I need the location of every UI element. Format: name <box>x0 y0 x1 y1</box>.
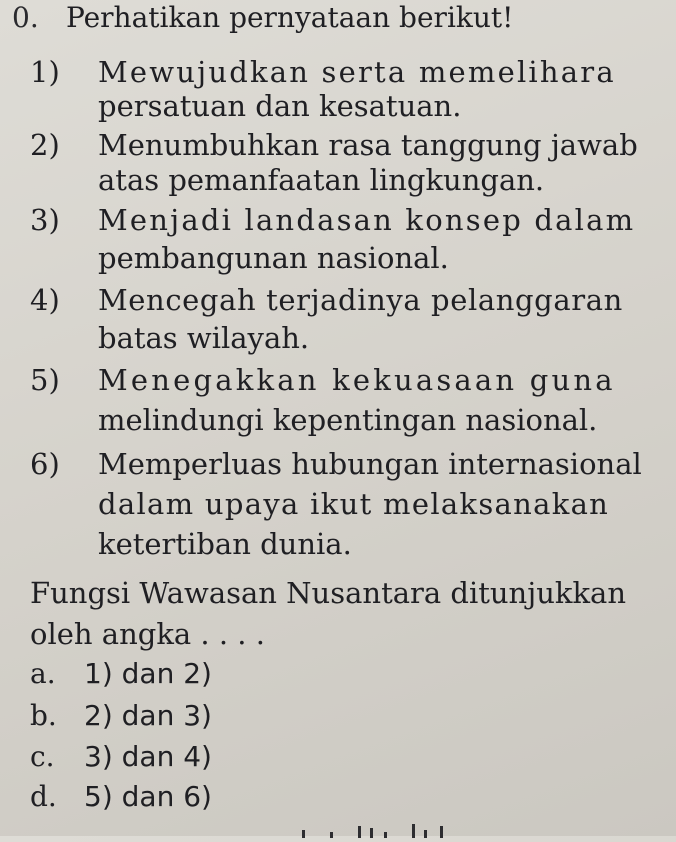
statement-6-line-3: ketertiban dunia. <box>98 527 352 561</box>
intro-text: Perhatikan pernyataan berikut! <box>66 1 514 34</box>
question-line-2: oleh angka . . . . <box>30 617 265 651</box>
statement-5-number: 5) <box>30 363 60 397</box>
question-number-partial: 0. <box>12 1 39 34</box>
cut-off-text-fragment <box>300 818 460 842</box>
option-c-value: 3) dan 4) <box>84 740 212 773</box>
statement-2-line-2: atas pemanfaatan lingkungan. <box>98 163 545 197</box>
option-a-letter: a. <box>30 657 56 690</box>
statement-6-number: 6) <box>30 447 60 481</box>
statement-3-number: 3) <box>30 203 60 237</box>
cut-off-glyphs-icon <box>300 820 460 838</box>
statement-6-line-2: dalam upaya ikut melaksanakan <box>98 487 610 521</box>
statement-1-line-2: persatuan dan kesatuan. <box>98 89 462 123</box>
option-c[interactable] <box>30 739 212 775</box>
option-a-value: 1) dan 2) <box>84 657 212 690</box>
question-line-1: Fungsi Wawasan Nusantara ditunjukkan <box>30 576 627 610</box>
statement-2-line-1: Menumbuhkan rasa tanggung jawab <box>98 128 638 162</box>
statement-5-line-2: melindungi kepentingan nasional. <box>98 403 598 437</box>
option-d-value: 5) dan 6) <box>84 780 212 813</box>
statement-2-number: 2) <box>30 128 60 162</box>
option-d[interactable] <box>30 779 212 815</box>
statement-6-line-1: Memperluas hubungan internasional <box>98 447 642 481</box>
option-a[interactable] <box>30 656 212 692</box>
statement-1-line-1: Mewujudkan serta memelihara <box>98 55 616 89</box>
statement-4-number: 4) <box>30 283 60 317</box>
option-c-letter: c. <box>30 740 55 773</box>
option-d-letter: d. <box>30 780 57 813</box>
statement-1-number: 1) <box>30 55 60 89</box>
option-b-value: 2) dan 3) <box>84 699 212 732</box>
option-b[interactable] <box>30 698 212 734</box>
statement-4-line-2: batas wilayah. <box>98 321 310 355</box>
statement-3-line-1: Menjadi landasan konsep dalam <box>98 203 636 237</box>
statement-5-line-1: Menegakkan kekuasaan guna <box>98 363 616 397</box>
statement-3-line-2: pembangunan nasional. <box>98 241 449 275</box>
statement-4-line-1: Mencegah terjadinya pelanggaran <box>98 283 623 317</box>
option-b-letter: b. <box>30 699 57 732</box>
